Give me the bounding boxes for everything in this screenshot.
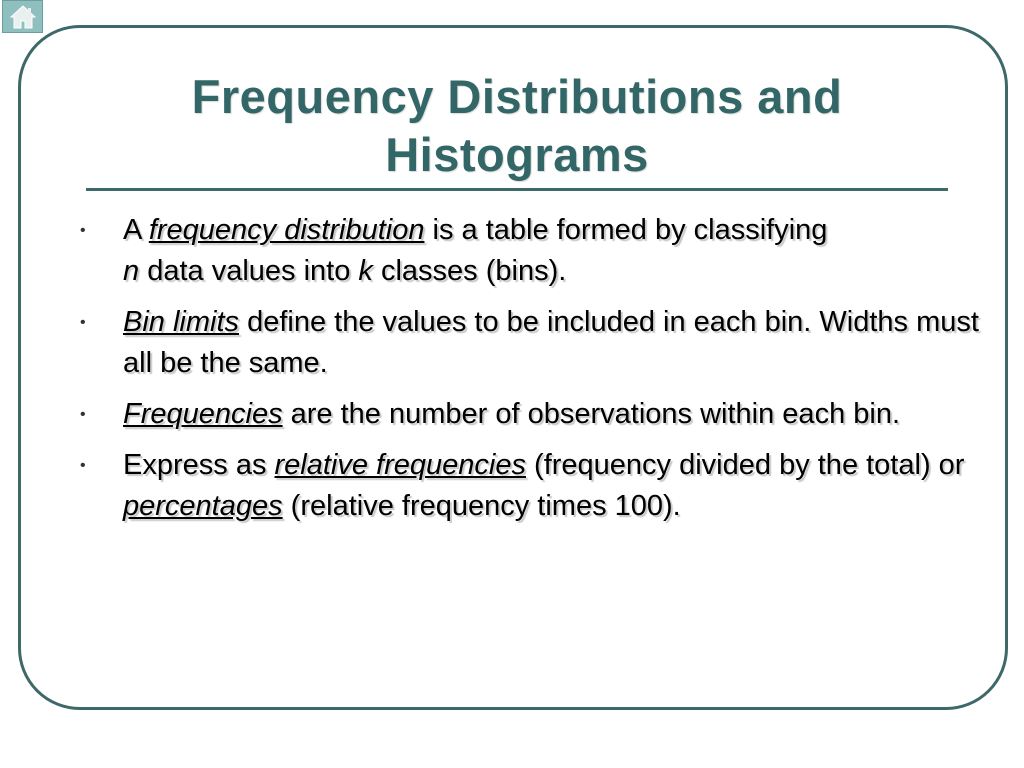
bullet-marker: •	[80, 406, 86, 423]
term-relative-frequencies: relative frequencies	[274, 449, 526, 481]
bullet-text: define the values to be included in each bin. Widths must all be the same.	[123, 306, 979, 379]
variable-k: k	[358, 255, 373, 287]
bullet-frequency-distribution	[80, 210, 990, 292]
home-button[interactable]	[2, 0, 43, 33]
term-percentages: percentages	[123, 490, 283, 522]
slide-title-line2: Histograms	[385, 128, 649, 181]
home-icon	[9, 4, 37, 30]
bullet-list	[80, 210, 990, 537]
term-frequency-distribution: frequency distribution	[148, 214, 425, 246]
bullet-text: data values into	[139, 255, 359, 287]
bullet-marker: •	[80, 222, 86, 239]
term-frequencies: Frequencies	[123, 398, 283, 430]
bullet-frequencies	[80, 394, 990, 435]
bullet-marker: •	[80, 457, 86, 474]
bullet-text: classes (bins).	[372, 255, 567, 287]
variable-n: n	[123, 255, 140, 287]
term-bin-limits: Bin limits	[123, 306, 240, 338]
title-divider	[86, 188, 948, 191]
bullet-bin-limits	[80, 302, 990, 384]
bullet-relative-frequencies	[80, 445, 990, 527]
slide-title	[86, 68, 948, 184]
slide-title-line1: Frequency Distributions and	[191, 70, 843, 123]
bullet-marker: •	[80, 314, 86, 331]
bullet-text: A	[123, 214, 149, 246]
bullet-text: Express as	[123, 449, 275, 481]
bullet-text: (frequency divided by the total) or	[525, 449, 965, 481]
bullet-text: are the number of observations within each bin.	[282, 398, 901, 430]
bullet-text: is a table formed by classifying	[424, 214, 828, 246]
bullet-text: (relative frequency times 100).	[282, 490, 681, 522]
